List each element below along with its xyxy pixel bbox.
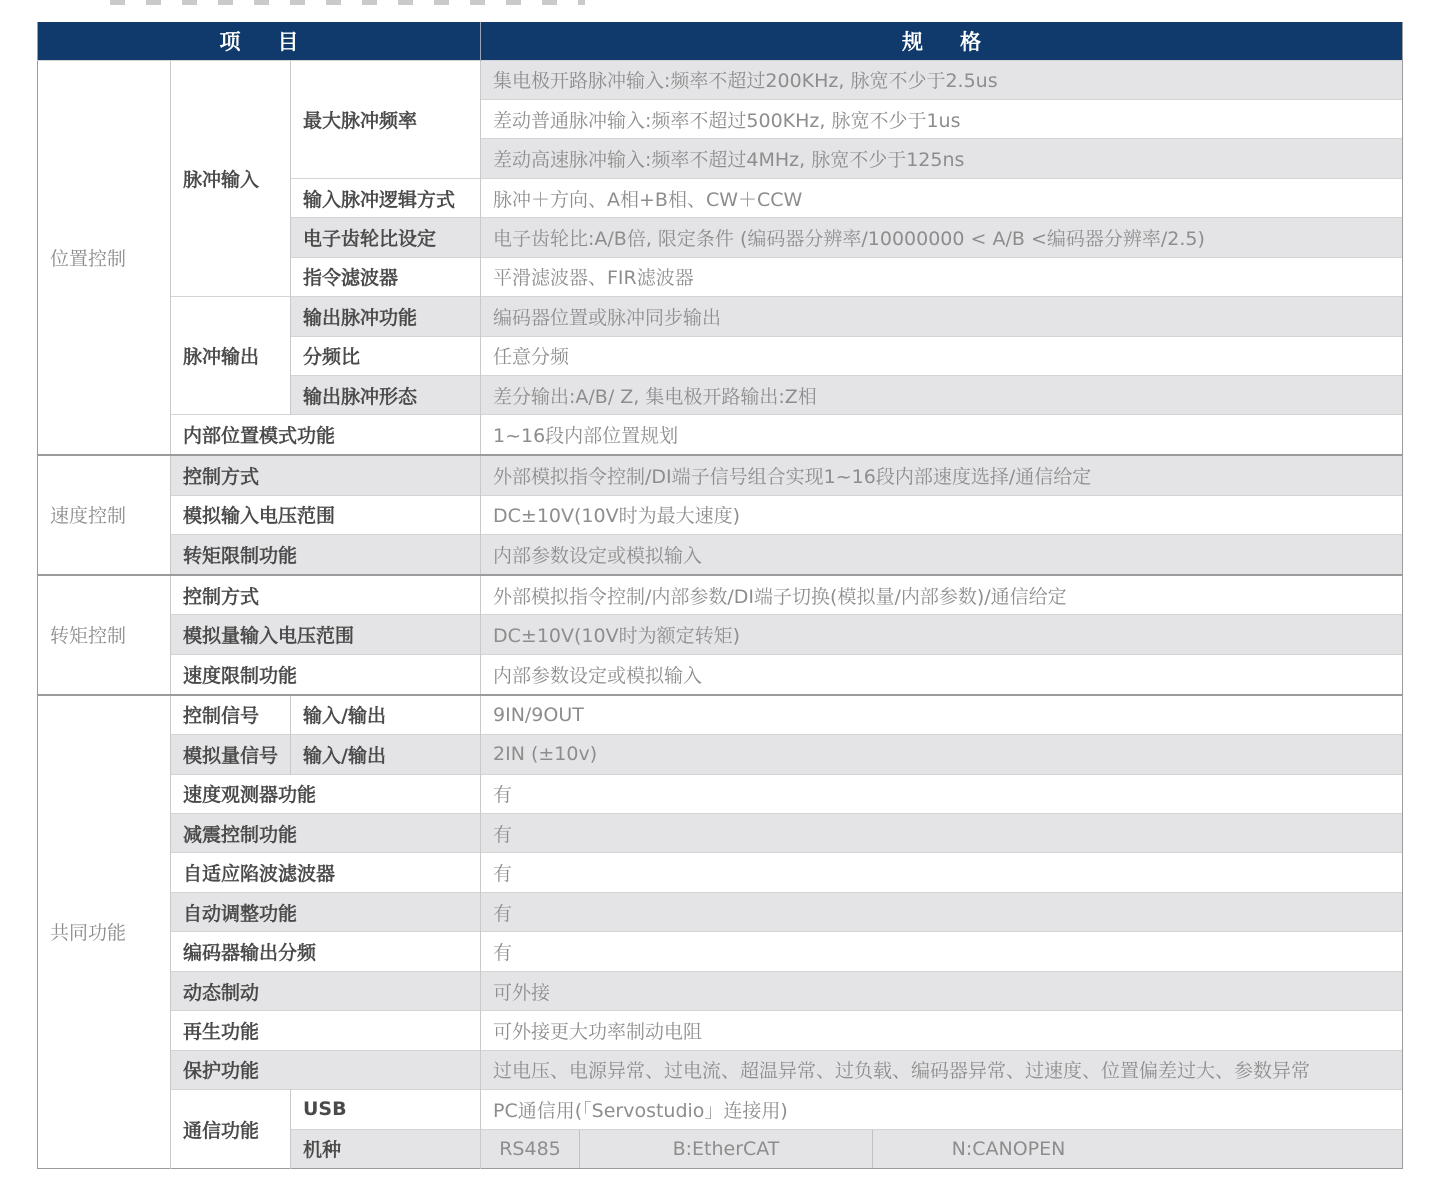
table-row — [38, 892, 1403, 931]
table-row — [38, 575, 1403, 615]
spec-cell: 有 — [481, 814, 1403, 853]
specification-table — [37, 22, 1403, 1169]
spec-cell: 差动普通脉冲输入:频率不超过500KHz, 脉宽不少于1us — [481, 99, 1403, 138]
header-item-column: 项 目 — [38, 22, 481, 60]
spec-cell: 可外接更大功率制动电阻 — [481, 1011, 1403, 1050]
spec-cell: 可外接 — [481, 971, 1403, 1010]
spec-cell: 外部模拟指令控制/DI端子信号组合实现1~16段内部速度选择/通信给定 — [481, 455, 1403, 495]
spec-cell: 有 — [481, 892, 1403, 931]
table-row — [38, 735, 1403, 774]
spec-cell: DC±10V(10V时为额定转矩) — [481, 615, 1403, 654]
item-subcell: 输入/输出 — [291, 735, 481, 774]
protocol-option-ethercat: B:EtherCAT — [579, 1130, 872, 1168]
table-header-row — [38, 22, 1403, 60]
item-cell: 机种 — [291, 1129, 481, 1168]
item-cell: USB — [291, 1090, 481, 1129]
item-cell: 模拟量输入电压范围 — [171, 615, 481, 654]
item-cell: 输入脉冲逻辑方式 — [291, 178, 481, 217]
spec-cell: 编码器位置或脉冲同步输出 — [481, 297, 1403, 336]
comm-protocol-options — [481, 1130, 1402, 1168]
spec-cell: 任意分频 — [481, 336, 1403, 375]
spec-cell: 差动高速脉冲输入:频率不超过4MHz, 脉宽不少于125ns — [481, 139, 1403, 178]
spec-cell: 脉冲＋方向、A相+B相、CW＋CCW — [481, 178, 1403, 217]
spec-cell: 电子齿轮比:A/B倍, 限定条件 (编码器分辨率/10000000 < A/B <编码器分辨率/2.5) — [481, 218, 1403, 257]
spec-cell: PC通信用(「Servostudio」连接用) — [481, 1090, 1403, 1129]
item-cell: 控制方式 — [171, 575, 481, 615]
protocol-option-canopen: N:CANOPEN — [872, 1130, 1402, 1168]
cropped-title-fragment — [110, 0, 585, 5]
table-row — [38, 932, 1403, 971]
item-cell: 分频比 — [291, 336, 481, 375]
group-cell-position-control: 位置控制 — [38, 60, 171, 455]
spec-cell: 差分输出:A/B/ Z, 集电极开路输出:Z相 — [481, 376, 1403, 415]
spec-cell: 有 — [481, 932, 1403, 971]
group-cell-common-functions: 共同功能 — [38, 695, 171, 1169]
item-cell: 速度限制功能 — [171, 654, 481, 694]
item-cell: 再生功能 — [171, 1011, 481, 1050]
item-cell: 控制信号 — [171, 695, 291, 735]
item-cell: 控制方式 — [171, 455, 481, 495]
header-spec-column: 规 格 — [481, 22, 1403, 60]
spec-cell: 有 — [481, 853, 1403, 892]
item-cell: 模拟输入电压范围 — [171, 495, 481, 534]
item-cell: 输出脉冲功能 — [291, 297, 481, 336]
table-row — [38, 1050, 1403, 1089]
table-row — [38, 415, 1403, 455]
item-cell: 减震控制功能 — [171, 814, 481, 853]
spec-cell-split — [481, 1129, 1403, 1168]
spec-cell: 2IN (±10v) — [481, 735, 1403, 774]
table-row — [38, 455, 1403, 495]
table-row — [38, 695, 1403, 735]
group-cell-speed-control: 速度控制 — [38, 455, 171, 575]
item-cell: 速度观测器功能 — [171, 774, 481, 813]
item-cell: 内部位置模式功能 — [171, 415, 481, 455]
spec-cell: DC±10V(10V时为最大速度) — [481, 495, 1403, 534]
table-row — [38, 853, 1403, 892]
item-cell: 指令滤波器 — [291, 257, 481, 296]
spec-cell: 内部参数设定或模拟输入 — [481, 654, 1403, 694]
spec-cell: 过电压、电源异常、过电流、超温异常、过负载、编码器异常、过速度、位置偏差过大、参数异常 — [481, 1050, 1403, 1089]
table-row — [38, 774, 1403, 813]
item-cell: 自动调整功能 — [171, 892, 481, 931]
table-row — [38, 1011, 1403, 1050]
table-row — [38, 535, 1403, 575]
table-row — [38, 495, 1403, 534]
spec-cell: 有 — [481, 774, 1403, 813]
subgroup-cell-pulse-input: 脉冲输入 — [171, 60, 291, 297]
item-cell: 编码器输出分频 — [171, 932, 481, 971]
item-cell: 保护功能 — [171, 1050, 481, 1089]
table-row — [38, 60, 1403, 99]
spec-cell: 外部模拟指令控制/内部参数/DI端子切换(模拟量/内部参数)/通信给定 — [481, 575, 1403, 615]
item-cell: 电子齿轮比设定 — [291, 218, 481, 257]
spec-cell: 平滑滤波器、FIR滤波器 — [481, 257, 1403, 296]
table-row — [38, 1090, 1403, 1129]
subgroup-cell-communication: 通信功能 — [171, 1090, 291, 1169]
table-row — [38, 654, 1403, 694]
spec-cell: 9IN/9OUT — [481, 695, 1403, 735]
item-cell: 模拟量信号 — [171, 735, 291, 774]
table-row — [38, 297, 1403, 336]
item-subcell: 输入/输出 — [291, 695, 481, 735]
spec-cell: 内部参数设定或模拟输入 — [481, 535, 1403, 575]
protocol-option-rs485: RS485 — [499, 1137, 561, 1160]
spec-cell: 集电极开路脉冲输入:频率不超过200KHz, 脉宽不少于2.5us — [481, 60, 1403, 99]
table-row — [38, 615, 1403, 654]
item-cell: 自适应陷波滤波器 — [171, 853, 481, 892]
subgroup-cell-pulse-output: 脉冲输出 — [171, 297, 291, 415]
item-cell: 动态制动 — [171, 971, 481, 1010]
spec-cell: 1~16段内部位置规划 — [481, 415, 1403, 455]
table-row — [38, 814, 1403, 853]
item-cell: 输出脉冲形态 — [291, 376, 481, 415]
table-row — [38, 971, 1403, 1010]
item-cell: 转矩限制功能 — [171, 535, 481, 575]
item-cell: 最大脉冲频率 — [291, 60, 481, 178]
group-cell-torque-control: 转矩控制 — [38, 575, 171, 695]
